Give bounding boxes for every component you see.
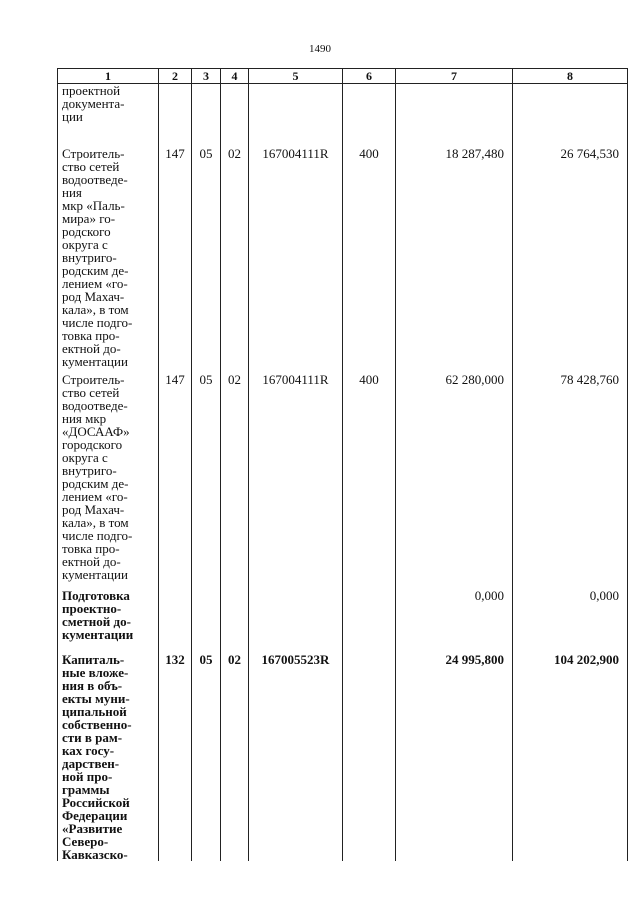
row-cell-2: 132 xyxy=(159,648,192,861)
row-cell-6: 400 xyxy=(343,368,396,584)
header-cell-6: 6 xyxy=(343,69,396,84)
table-row xyxy=(58,84,628,142)
row-cell-5 xyxy=(249,584,343,648)
header-cell-1: 1 xyxy=(58,69,159,84)
table-row xyxy=(58,584,628,648)
page-number: 1490 xyxy=(309,43,331,55)
table-row xyxy=(58,368,628,584)
row-cell-2 xyxy=(159,84,192,142)
row-cell-2 xyxy=(159,584,192,648)
row-cell-6 xyxy=(343,84,396,142)
table-row xyxy=(58,142,628,368)
row-cell-8: 104 202,900 xyxy=(513,648,628,861)
row-name-cell: Подготовка проектно- сметной до- кументации xyxy=(58,584,159,648)
header-cell-4: 4 xyxy=(221,69,249,84)
header-cell-3: 3 xyxy=(192,69,221,84)
row-cell-6 xyxy=(343,584,396,648)
row-cell-3: 05 xyxy=(192,648,221,861)
row-cell-7: 18 287,480 xyxy=(396,142,513,368)
row-name-cell: Строитель- ство сетей водоотведе- ния мкр «Паль- мира» го- родского округа с внутриго- родским де- лением «го- род Махач- кала», в том числе подго- товка про- ектной до- кументации xyxy=(58,142,159,368)
row-cell-4: 02 xyxy=(221,648,249,861)
table-header-row xyxy=(58,69,628,84)
header-cell-5: 5 xyxy=(249,69,343,84)
row-cell-6 xyxy=(343,648,396,861)
row-cell-2: 147 xyxy=(159,142,192,368)
row-cell-8: 26 764,530 xyxy=(513,142,628,368)
table-row xyxy=(58,648,628,861)
header-cell-2: 2 xyxy=(159,69,192,84)
row-cell-2: 147 xyxy=(159,368,192,584)
row-cell-4 xyxy=(221,584,249,648)
row-name-cell: проектной документа- ции xyxy=(58,84,159,142)
header-cell-7: 7 xyxy=(396,69,513,84)
row-cell-4: 02 xyxy=(221,368,249,584)
row-cell-8 xyxy=(513,84,628,142)
row-cell-7: 62 280,000 xyxy=(396,368,513,584)
row-cell-4 xyxy=(221,84,249,142)
row-cell-3: 05 xyxy=(192,368,221,584)
row-cell-8: 0,000 xyxy=(513,584,628,648)
row-cell-3 xyxy=(192,584,221,648)
row-cell-3: 05 xyxy=(192,142,221,368)
row-cell-5: 167004111R xyxy=(249,368,343,584)
row-cell-7 xyxy=(396,84,513,142)
row-name-cell: Строитель- ство сетей водоотведе- ния мкр «ДОСААФ» городского округа с внутриго- родским де- лением «го- род Махач- кала», в том числе подго- товка про- ектной до- кументации xyxy=(58,368,159,584)
row-cell-5 xyxy=(249,84,343,142)
row-cell-5: 167004111R xyxy=(249,142,343,368)
row-name-cell: Капиталь- ные вложе- ния в объ- екты муни- ципальной собственно- сти в рам- ках госу- дарствен- ной про- граммы Российской Федерации «Развитие Северо- Кавказско- xyxy=(58,648,159,861)
row-cell-5: 167005523R xyxy=(249,648,343,861)
row-cell-6: 400 xyxy=(343,142,396,368)
row-cell-4: 02 xyxy=(221,142,249,368)
row-cell-7: 24 995,800 xyxy=(396,648,513,861)
budget-table xyxy=(57,68,628,861)
row-cell-3 xyxy=(192,84,221,142)
row-cell-7: 0,000 xyxy=(396,584,513,648)
row-cell-8: 78 428,760 xyxy=(513,368,628,584)
header-cell-8: 8 xyxy=(513,69,628,84)
